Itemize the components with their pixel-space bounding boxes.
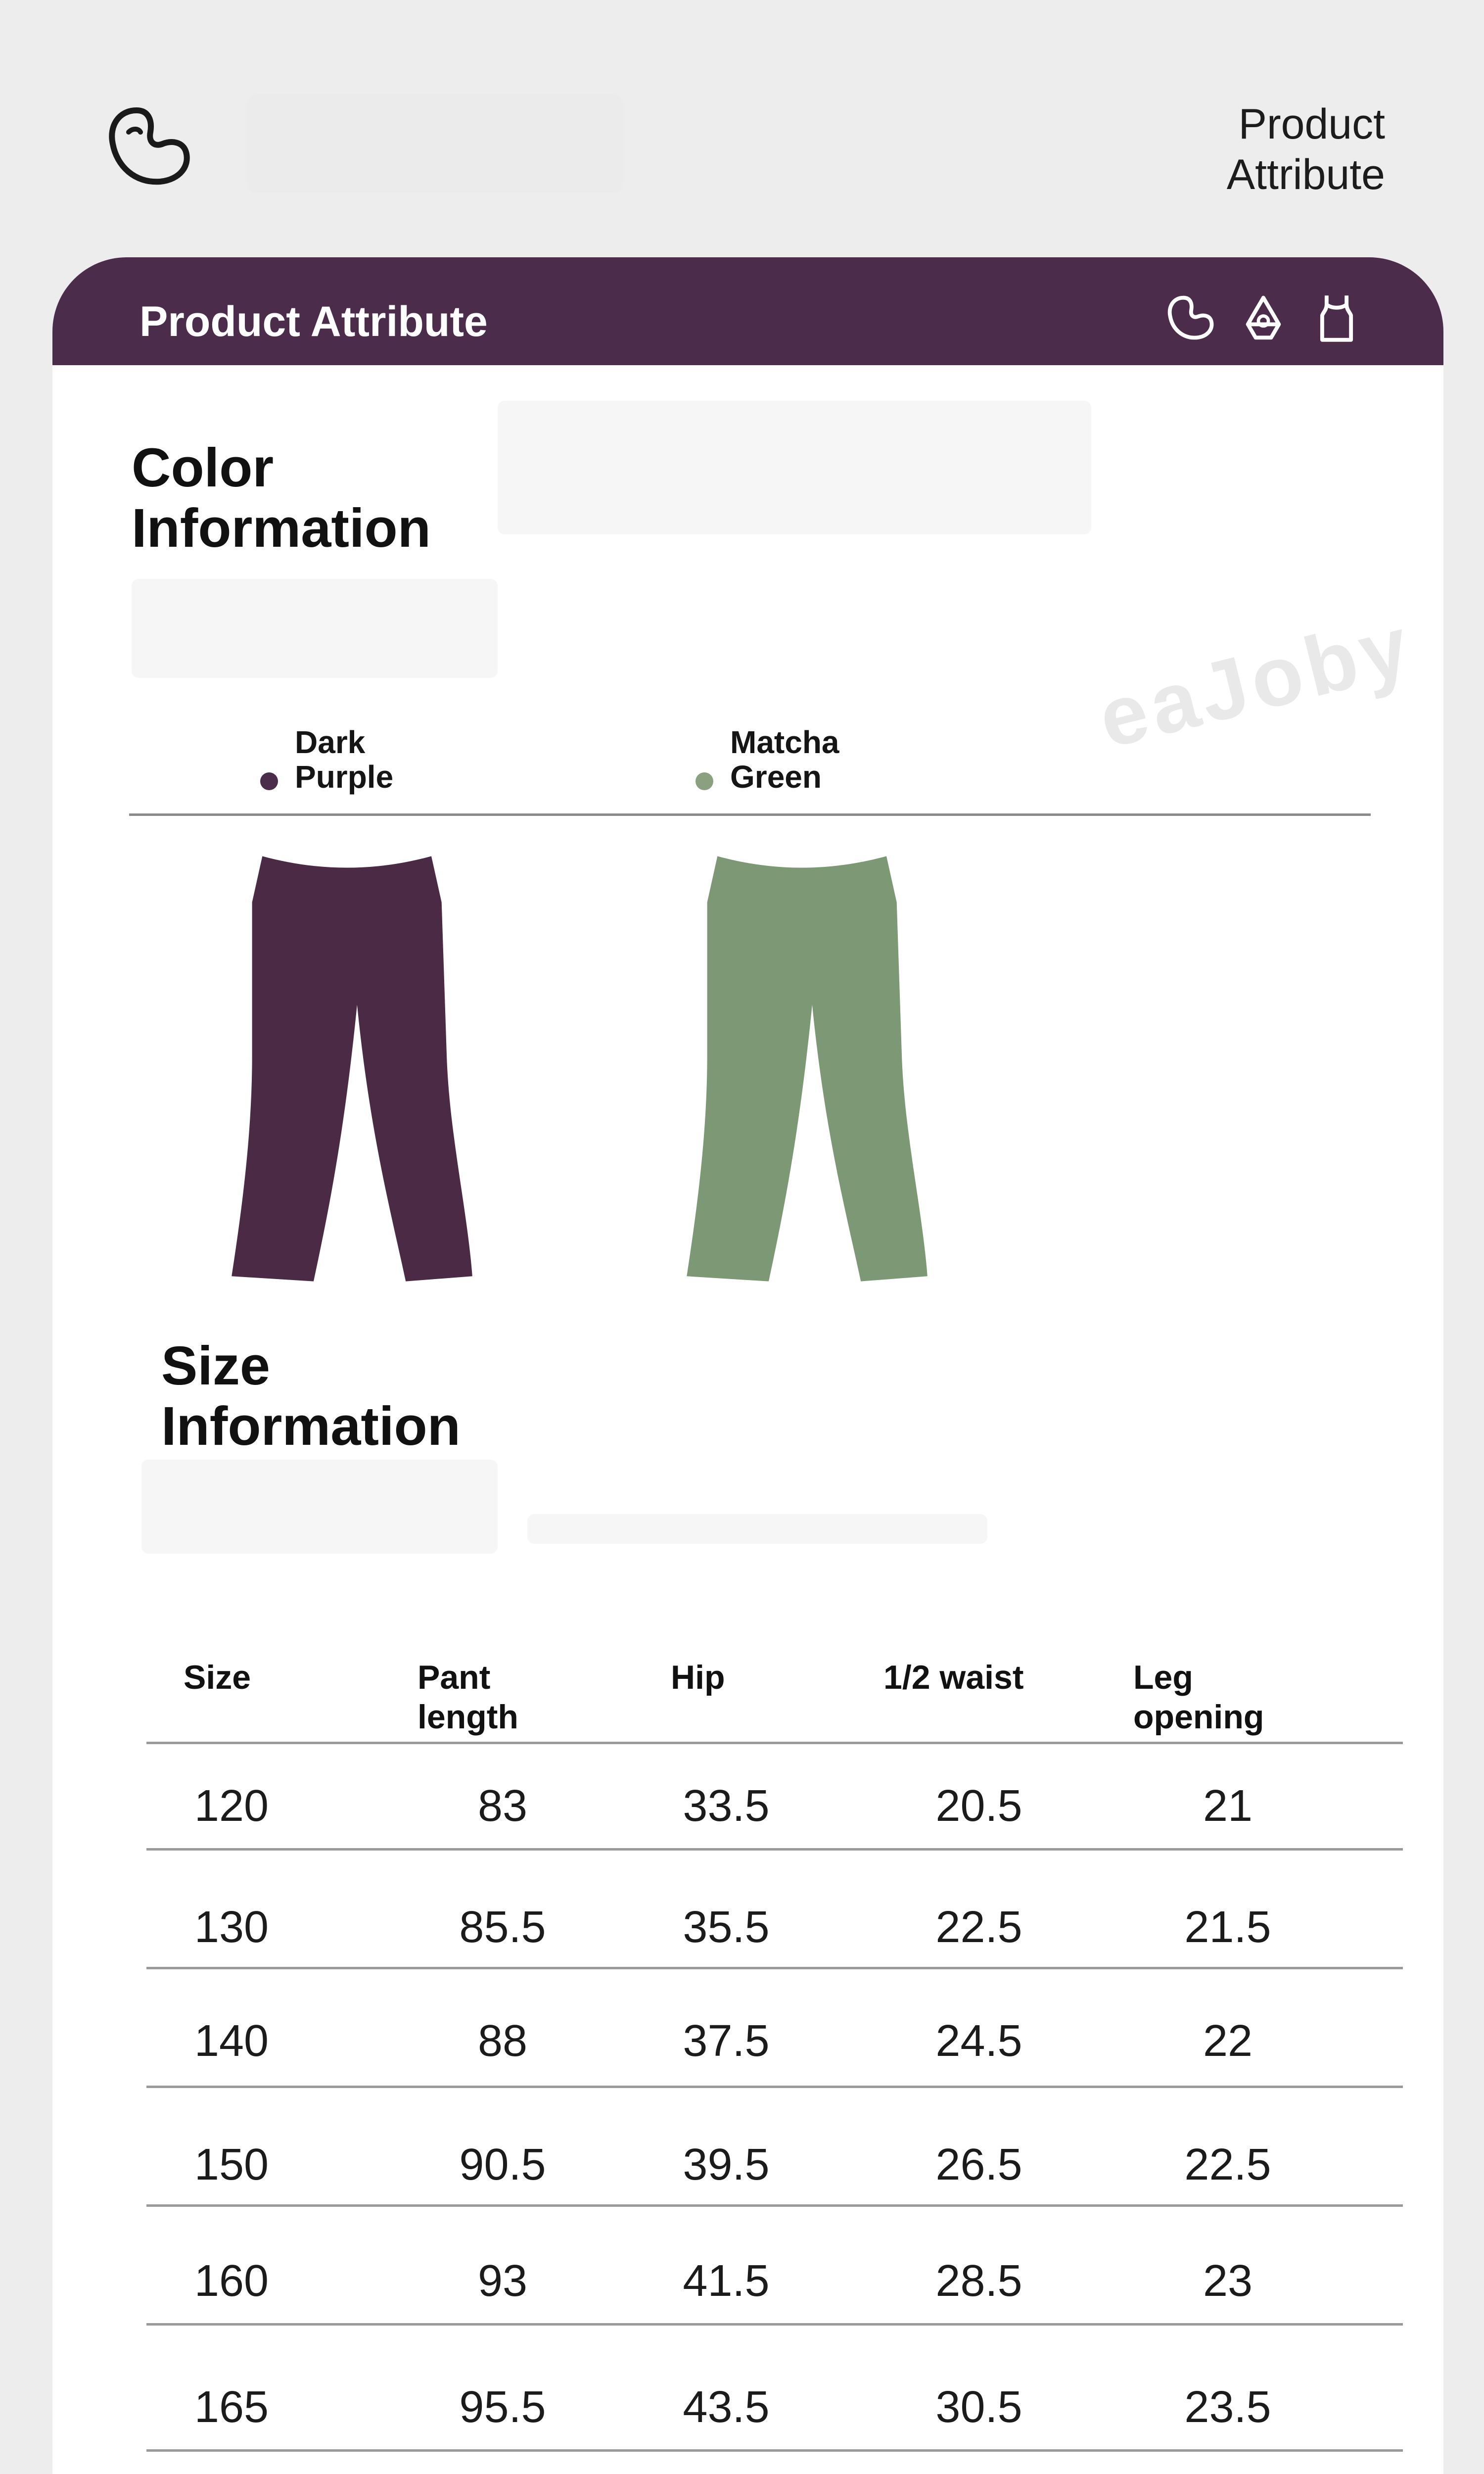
size-cell: 41.5 (683, 2256, 770, 2306)
size-header-line1: Leg (1133, 1659, 1193, 1696)
size-cell: 26.5 (935, 2140, 1022, 2189)
color-info-title (132, 438, 431, 559)
swatch-label-line2: Purple (295, 759, 394, 795)
size-header-line1: Hip (671, 1659, 725, 1696)
size-header (417, 1658, 615, 1737)
size-cell: 85.5 (459, 1903, 546, 1952)
size-info-title (161, 1336, 461, 1457)
faint-placeholder (527, 1514, 987, 1544)
size-cell: 120 (194, 1781, 269, 1831)
table-rule (146, 2204, 1403, 2207)
size-cell: 22 (1203, 2016, 1253, 2066)
table-rule (146, 2449, 1403, 2452)
swatch-label-line1: Matcha (730, 724, 839, 760)
color-divider (129, 813, 1371, 816)
size-info-title-line1: Size (161, 1335, 271, 1396)
size-cell: 160 (194, 2256, 269, 2306)
size-cell: 20.5 (935, 1781, 1022, 1831)
table-rule (146, 1967, 1403, 1969)
swatch-label (295, 725, 493, 794)
size-cell: 165 (194, 2382, 269, 2432)
product-attribute-card (52, 257, 1443, 2474)
swatch-label-line1: Dark (295, 724, 366, 760)
faint-placeholder (498, 401, 1091, 534)
size-cell: 22.5 (1184, 2140, 1271, 2189)
size-header-line1: Size (184, 1659, 251, 1696)
band-title: Product Attribute (139, 298, 488, 345)
swatch-label (730, 725, 928, 794)
table-rule (146, 2086, 1403, 2088)
table-rule (146, 1742, 1403, 1744)
bean-logo-icon (99, 94, 198, 198)
size-header (1133, 1658, 1331, 1737)
size-cell: 83 (477, 1781, 528, 1831)
size-cell: 21 (1203, 1781, 1253, 1831)
size-cell: 23 (1203, 2256, 1253, 2306)
size-cell: 150 (194, 2140, 269, 2189)
faint-placeholder (141, 1460, 498, 1554)
size-cell: 95.5 (459, 2382, 546, 2432)
size-cell: 30.5 (935, 2382, 1022, 2432)
size-cell: 88 (477, 2016, 528, 2066)
pants-image-matcha-green (671, 851, 928, 1286)
faint-placeholder (132, 579, 498, 678)
pants-image-dark-purple (216, 851, 473, 1286)
color-info-title-line1: Color (132, 437, 274, 498)
recycle-icon (1236, 290, 1291, 345)
size-header-line1: Pant (417, 1659, 491, 1696)
title-band (52, 257, 1443, 365)
size-header (883, 1658, 1081, 1697)
band-icons (1162, 290, 1364, 345)
color-info-title-line2: Information (132, 498, 431, 559)
size-header-line2: length (417, 1698, 518, 1736)
size-cell: 23.5 (1184, 2382, 1271, 2432)
color-dot (260, 772, 278, 790)
tank-top-icon (1309, 290, 1364, 345)
table-rule (146, 2323, 1403, 2326)
brand-watermark: eaJoby (1089, 597, 1423, 766)
color-dot (696, 772, 713, 790)
size-cell: 37.5 (683, 2016, 770, 2066)
size-cell: 21.5 (1184, 1903, 1271, 1952)
size-header-line2: opening (1133, 1698, 1264, 1736)
size-cell: 93 (477, 2256, 528, 2306)
size-cell: 33.5 (683, 1781, 770, 1831)
size-cell: 39.5 (683, 2140, 770, 2189)
size-info-title-line2: Information (161, 1396, 461, 1457)
table-rule (146, 1848, 1403, 1851)
page-title: Product Attribute (1226, 100, 1385, 198)
size-cell: 35.5 (683, 1903, 770, 1952)
size-cell: 140 (194, 2016, 269, 2066)
size-cell: 43.5 (683, 2382, 770, 2432)
size-header (184, 1658, 381, 1697)
size-cell: 22.5 (935, 1903, 1022, 1952)
size-cell: 90.5 (459, 2140, 546, 2189)
swatch-label-line2: Green (730, 759, 822, 795)
size-cell: 24.5 (935, 2016, 1022, 2066)
size-header-line1: 1/2 waist (883, 1659, 1024, 1696)
size-header (671, 1658, 869, 1697)
size-cell: 28.5 (935, 2256, 1022, 2306)
size-cell: 130 (194, 1903, 269, 1952)
bean-icon (1162, 290, 1218, 345)
header-placeholder (247, 94, 623, 193)
